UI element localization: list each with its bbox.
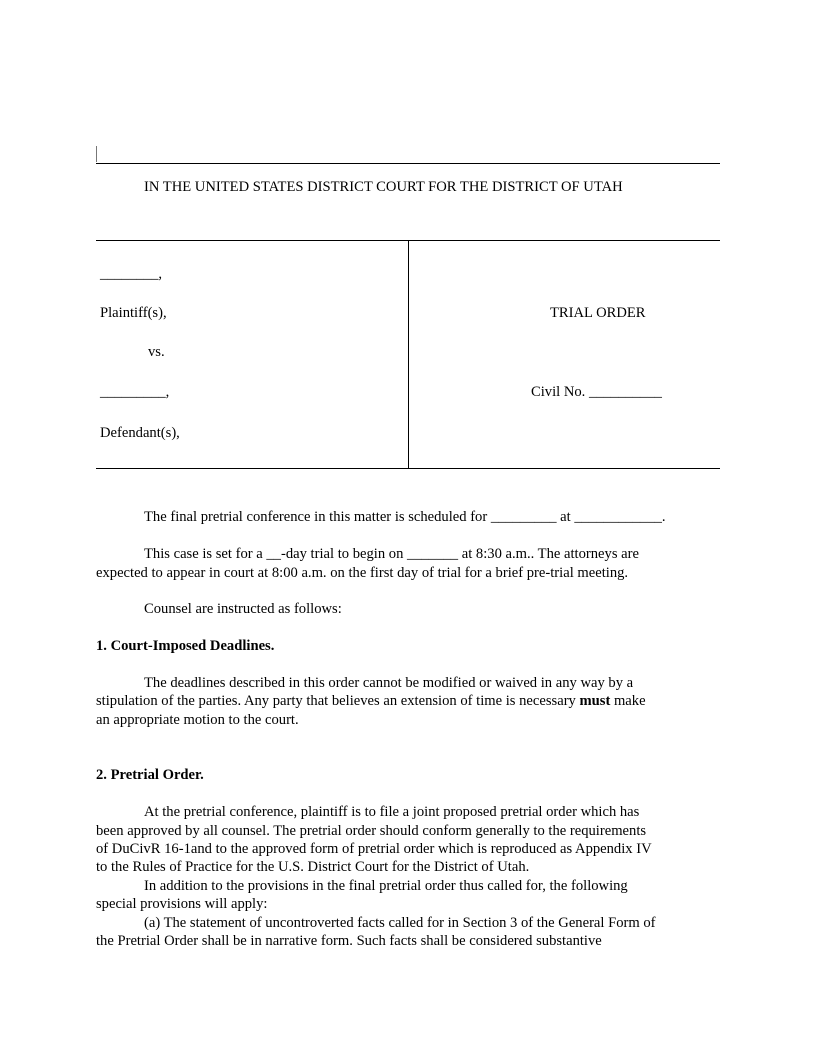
trial-setting-line-2: expected to appear in court at 8:00 a.m. on the first day of trial for a brief pre-trial meeting. xyxy=(96,565,629,581)
section-1-line-2 xyxy=(96,692,646,710)
defendant-blank: _________, xyxy=(100,384,170,400)
section-2-line-8: the Pretrial Order shall be in narrative form. Such facts shall be considered substantive xyxy=(96,933,602,949)
section-2-line-1: At the pretrial conference, plaintiff is to file a joint proposed pretrial order which has xyxy=(144,804,640,820)
section-1-heading: 1. Court-Imposed Deadlines. xyxy=(96,638,275,654)
plaintiff-blank: ________, xyxy=(100,266,163,282)
section-1-line-3: an appropriate motion to the court. xyxy=(96,712,299,728)
top-rule xyxy=(96,163,720,164)
versus-label: vs. xyxy=(148,344,165,360)
caption-bottom-rule xyxy=(96,468,720,469)
defendant-label: Defendant(s), xyxy=(100,425,180,441)
must-emphasis: must xyxy=(579,693,611,709)
civil-number: Civil No. __________ xyxy=(531,384,662,400)
trial-setting-line-1: This case is set for a __-day trial to begin on _______ at 8:30 a.m.. The attorneys are xyxy=(144,546,639,562)
section-1-line-2-end: make xyxy=(610,693,646,709)
section-2-line-2: been approved by all counsel. The pretrial order should conform generally to the requirements xyxy=(96,823,647,839)
section-2-line-3: of DuCivR 16-1and to the approved form of pretrial order which is reproduced as Appendix IV xyxy=(96,841,652,857)
section-1-line-2-text: stipulation of the parties. Any party that believes an extension of time is necessary xyxy=(96,693,580,709)
document-title: TRIAL ORDER xyxy=(550,305,646,321)
section-1-line-1: The deadlines described in this order cannot be modified or waived in any way by a xyxy=(144,675,634,691)
court-heading: IN THE UNITED STATES DISTRICT COURT FOR THE DISTRICT OF UTAH xyxy=(144,179,623,195)
section-2-line-4: to the Rules of Practice for the U.S. District Court for the District of Utah. xyxy=(96,859,530,875)
caption-divider xyxy=(408,240,409,468)
plaintiff-label: Plaintiff(s), xyxy=(100,305,167,321)
instructions-intro: Counsel are instructed as follows: xyxy=(144,601,342,617)
pretrial-conference-paragraph: The final pretrial conference in this matter is scheduled for _________ at ____________. xyxy=(144,509,666,525)
text-cursor-mark xyxy=(96,146,97,162)
section-2-heading: 2. Pretrial Order. xyxy=(96,767,204,783)
section-2-line-5: In addition to the provisions in the final pretrial order thus called for, the following xyxy=(144,878,628,894)
section-2-line-6: special provisions will apply: xyxy=(96,896,268,912)
section-2-line-7: (a) The statement of uncontroverted facts called for in Section 3 of the General Form of xyxy=(144,915,656,931)
